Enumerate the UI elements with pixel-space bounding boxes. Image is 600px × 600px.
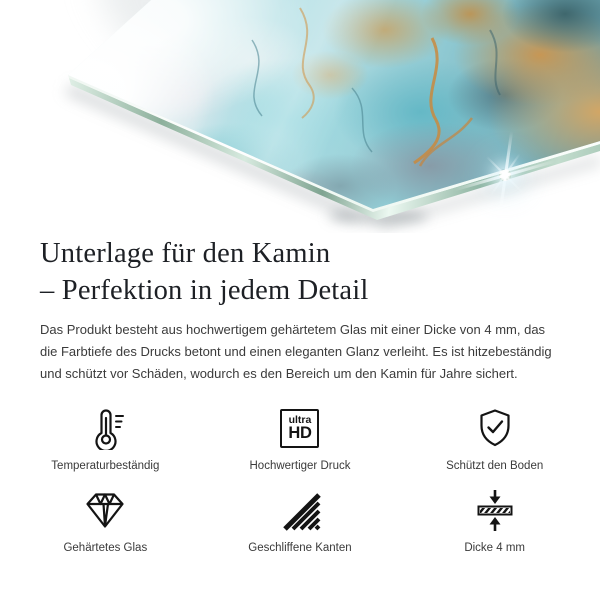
gold-veins: [0, 0, 600, 233]
thermometer-icon: [83, 405, 127, 451]
feature-label: Gehärtetes Glas: [63, 542, 148, 554]
feature-gehaertetes-glas: [8, 487, 203, 555]
product-description: Das Produkt besteht aus hochwertigem gehärtetem Glas mit einer Dicke von 4 mm, das die Farbtiefe des Drucks betont und einen eleganten Glanz verleiht. Es ist hitzebeständig und schützt vor Schäden, wodurch es den Bereich um den Kamin für Jahre sichert.: [40, 322, 552, 381]
marble-print-surface: [0, 0, 600, 233]
feature-schuetzt-den-boden: [397, 405, 592, 473]
feature-label: Temperaturbeständig: [51, 460, 160, 472]
feature-hochwertiger-druck: [203, 405, 398, 473]
feature-label: Schützt den Boden: [446, 460, 544, 472]
product-photo: [0, 0, 600, 233]
feature-dicke-4mm: [397, 487, 592, 555]
product-description-section: [0, 235, 600, 385]
feature-temperaturbestaendig: [8, 405, 203, 473]
shield-check-icon: [473, 405, 517, 451]
feature-grid: [8, 405, 592, 555]
page-title-line2: – Perfektion in jedem Detail: [40, 275, 369, 306]
ultra-hd-icon: [280, 405, 319, 451]
thickness-compress-icon: [473, 487, 517, 533]
feature-label: Hochwertiger Druck: [249, 460, 351, 472]
ultra-hd-badge-text-bottom: HD: [288, 424, 312, 442]
ultra-hd-badge-text-top: ultra: [288, 414, 312, 426]
polished-edges-icon: [278, 487, 322, 533]
page-title-line1: Unterlage für den Kamin: [40, 238, 331, 269]
page-title: [40, 235, 560, 309]
feature-geschliffene-kanten: [203, 487, 398, 555]
feature-label: Geschliffene Kanten: [248, 542, 352, 554]
feature-label: Dicke 4 mm: [464, 542, 526, 554]
diamond-icon: [83, 487, 127, 533]
